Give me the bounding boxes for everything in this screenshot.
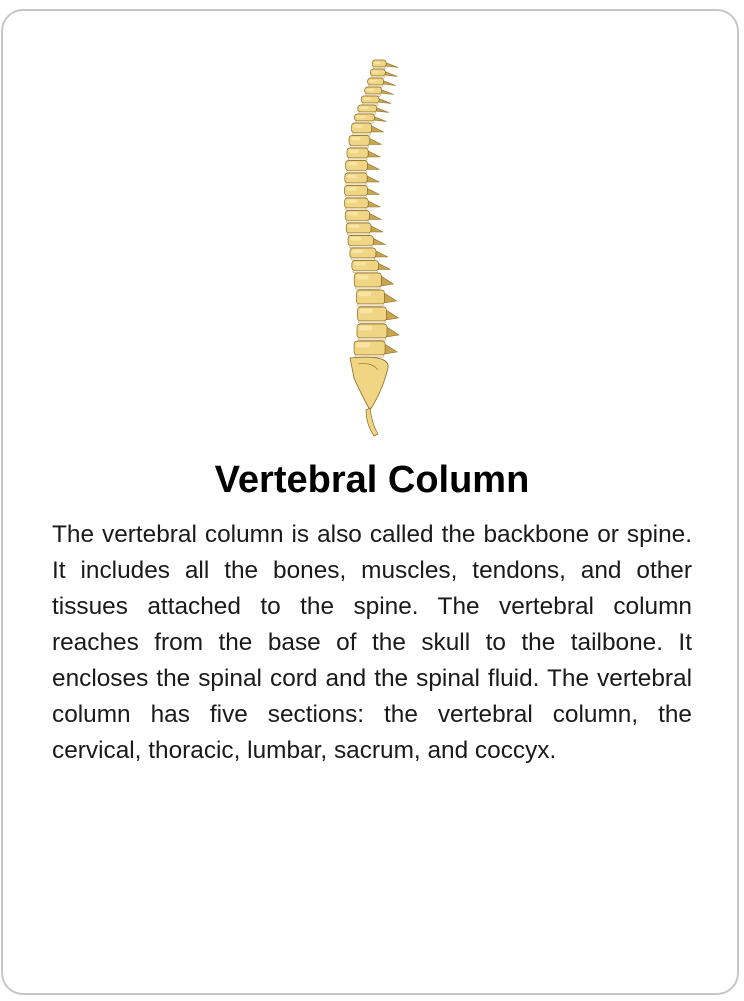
intervertebral-disc [346, 196, 367, 198]
vertebra [350, 248, 376, 258]
vertebra-highlight [356, 275, 368, 280]
card-description: The vertebral column is also called the backbone or spine. It includes all the bones, muscles, tendons, and other tissues attached to the spine. The vertebral column reaches from the base of the skull to the tailbone. It encloses the spinal cord and the spinal fluid. The vertebral column has five sections: the vertebral column, the cervical, thoracic, lumbar, sacrum, and coccyx. [52, 521, 692, 764]
vertebra-highlight [352, 250, 364, 254]
vertebra [352, 123, 372, 133]
vertebra-highlight [347, 187, 357, 191]
vertebra-highlight [367, 89, 375, 91]
intervertebral-disc [353, 133, 371, 135]
vertebra-highlight [370, 80, 377, 82]
intervertebral-disc [357, 304, 383, 306]
coccyx [366, 408, 378, 436]
vertebra [349, 136, 370, 146]
vertebra-highlight [372, 71, 379, 73]
intervertebral-disc [358, 338, 386, 340]
vertebra [347, 148, 368, 158]
vertebra [345, 173, 367, 183]
intervertebral-disc [348, 158, 367, 160]
spine-illustration [318, 52, 414, 440]
intervertebral-disc [346, 221, 368, 223]
intervertebral-disc [353, 271, 378, 273]
vertebra-highlight [347, 200, 358, 204]
intervertebral-disc [346, 183, 366, 185]
vertebra-highlight [360, 107, 369, 109]
vertebra-highlight [354, 125, 363, 129]
card-title: Vertebral Column [214, 459, 530, 501]
vertebra [352, 261, 379, 271]
vertebra-highlight [360, 309, 373, 314]
intervertebral-disc [359, 321, 386, 323]
vertebra [346, 223, 371, 233]
vertebra-highlight [348, 225, 359, 229]
vertebra-highlight [359, 326, 373, 331]
vertebra-highlight [374, 62, 380, 64]
intervertebral-disc [355, 287, 380, 289]
vertebra-highlight [358, 292, 371, 297]
vertebra [345, 198, 369, 208]
intervertebral-disc [350, 146, 369, 148]
vertebra [345, 211, 369, 221]
vertebra-highlight [348, 162, 358, 166]
vertebra [348, 236, 373, 246]
vertebra-highlight [356, 343, 370, 348]
vertebra-highlight [347, 175, 357, 179]
intervertebral-disc [351, 258, 375, 260]
intervertebral-disc [349, 246, 372, 248]
vertebra-highlight [357, 116, 366, 118]
sacrum [350, 357, 388, 410]
intervertebral-disc [346, 208, 368, 210]
vertebra-highlight [354, 262, 366, 266]
vertebra-highlight [349, 150, 359, 154]
vertebra-highlight [363, 98, 371, 100]
intervertebral-disc [347, 171, 367, 173]
vertebra [346, 161, 368, 171]
vertebra-highlight [347, 212, 358, 216]
vertebra-highlight [351, 137, 360, 141]
vertebra-highlight [350, 237, 361, 241]
vertebra [345, 186, 368, 196]
intervertebral-disc [347, 233, 370, 235]
